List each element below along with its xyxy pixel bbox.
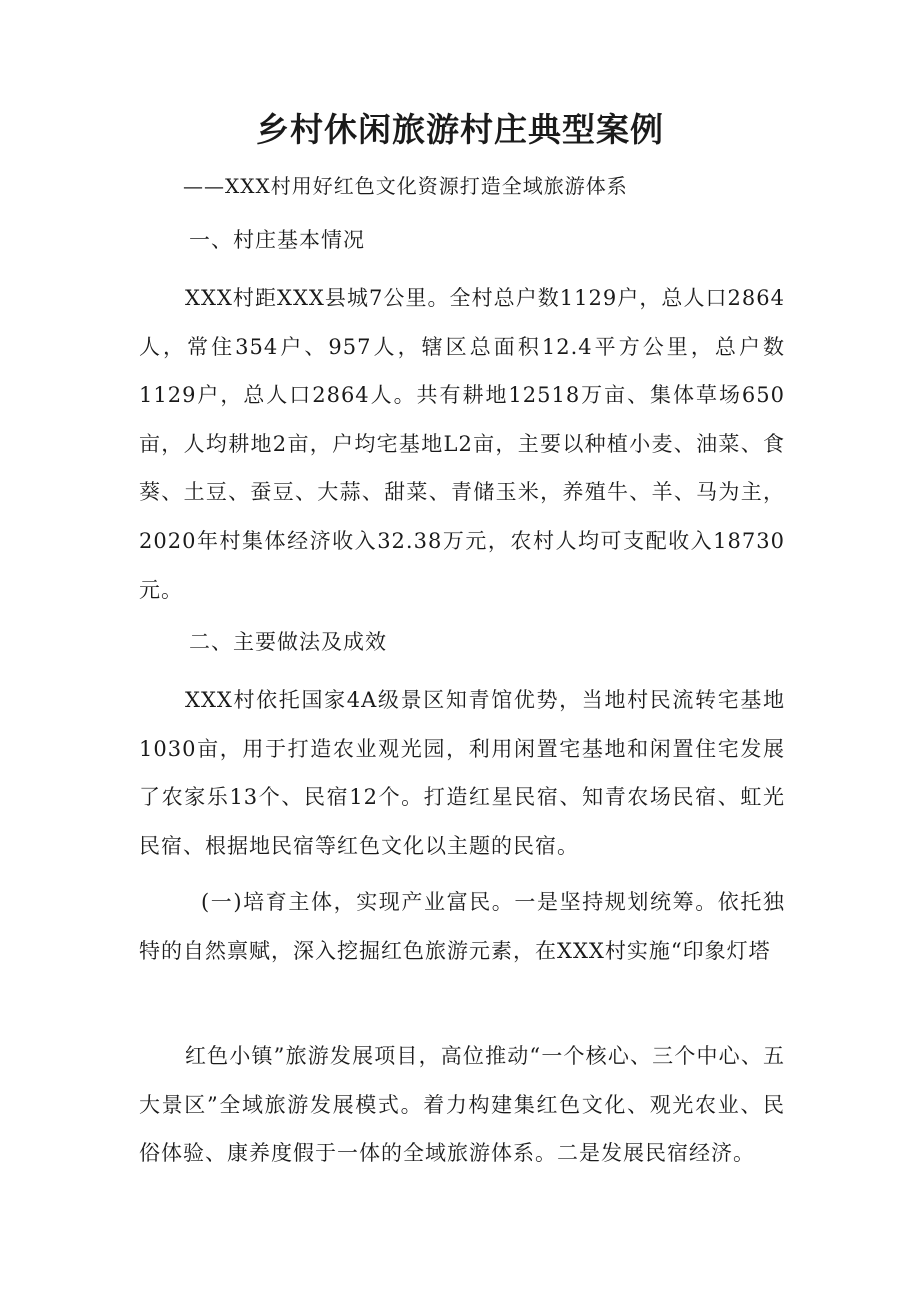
paragraph-cultivate-entities: (一)培育主体，实现产业富民。一是坚持规划统筹。依托独特的自然禀赋，深入挖掘红色旅游元素，在XXX村实施“印象灯塔	[139, 890, 785, 963]
paragraph-red-town-project: 红色小镇”旅游发展项目，高位推动“一个核心、三个中心、五大景区”全域旅游发展模式。着力构建集红色文化、观光农业、民俗体验、康养度假于一体的全域旅游体系。二是发展民宿经济。	[139, 1044, 785, 1166]
paragraph-main-practices: XXX村依托国家4A级景区知青馆优势，当地村民流转宅基地1030亩，用于打造农业观光园，利用闲置宅基地和闲置住宅发展了农家乐13个、民宿12个。打造红星民宿、知青农场民宿、虹光民宿、根据地民宿等红色文化以主题的民宿。	[139, 688, 785, 858]
section-heading-village-overview: 一、村庄基本情况	[189, 228, 365, 252]
section-heading-main-practices: 二、主要做法及成效	[189, 630, 387, 654]
document-title: 乡村休闲旅游村庄典型案例	[256, 110, 664, 149]
document-subtitle: ——XXX村用好红色文化资源打造全域旅游体系	[183, 174, 628, 198]
paragraph-village-overview: XXX村距XXX县城7公里。全村总户数1129户，总人口2864人，常住354户、957人，辖区总面积12.4平方公里，总户数1129户，总人口2864人。共有耕地12518万亩、集体草场650亩，人均耕地2亩，户均宅基地L2亩，主要以种植小麦、油菜、食葵、土豆、蚕豆、大蒜、甜菜、青储玉米，养殖牛、羊、马为主，2020年村集体经济收入32.38万元，农村人均可支配收入18730元。	[139, 286, 785, 602]
